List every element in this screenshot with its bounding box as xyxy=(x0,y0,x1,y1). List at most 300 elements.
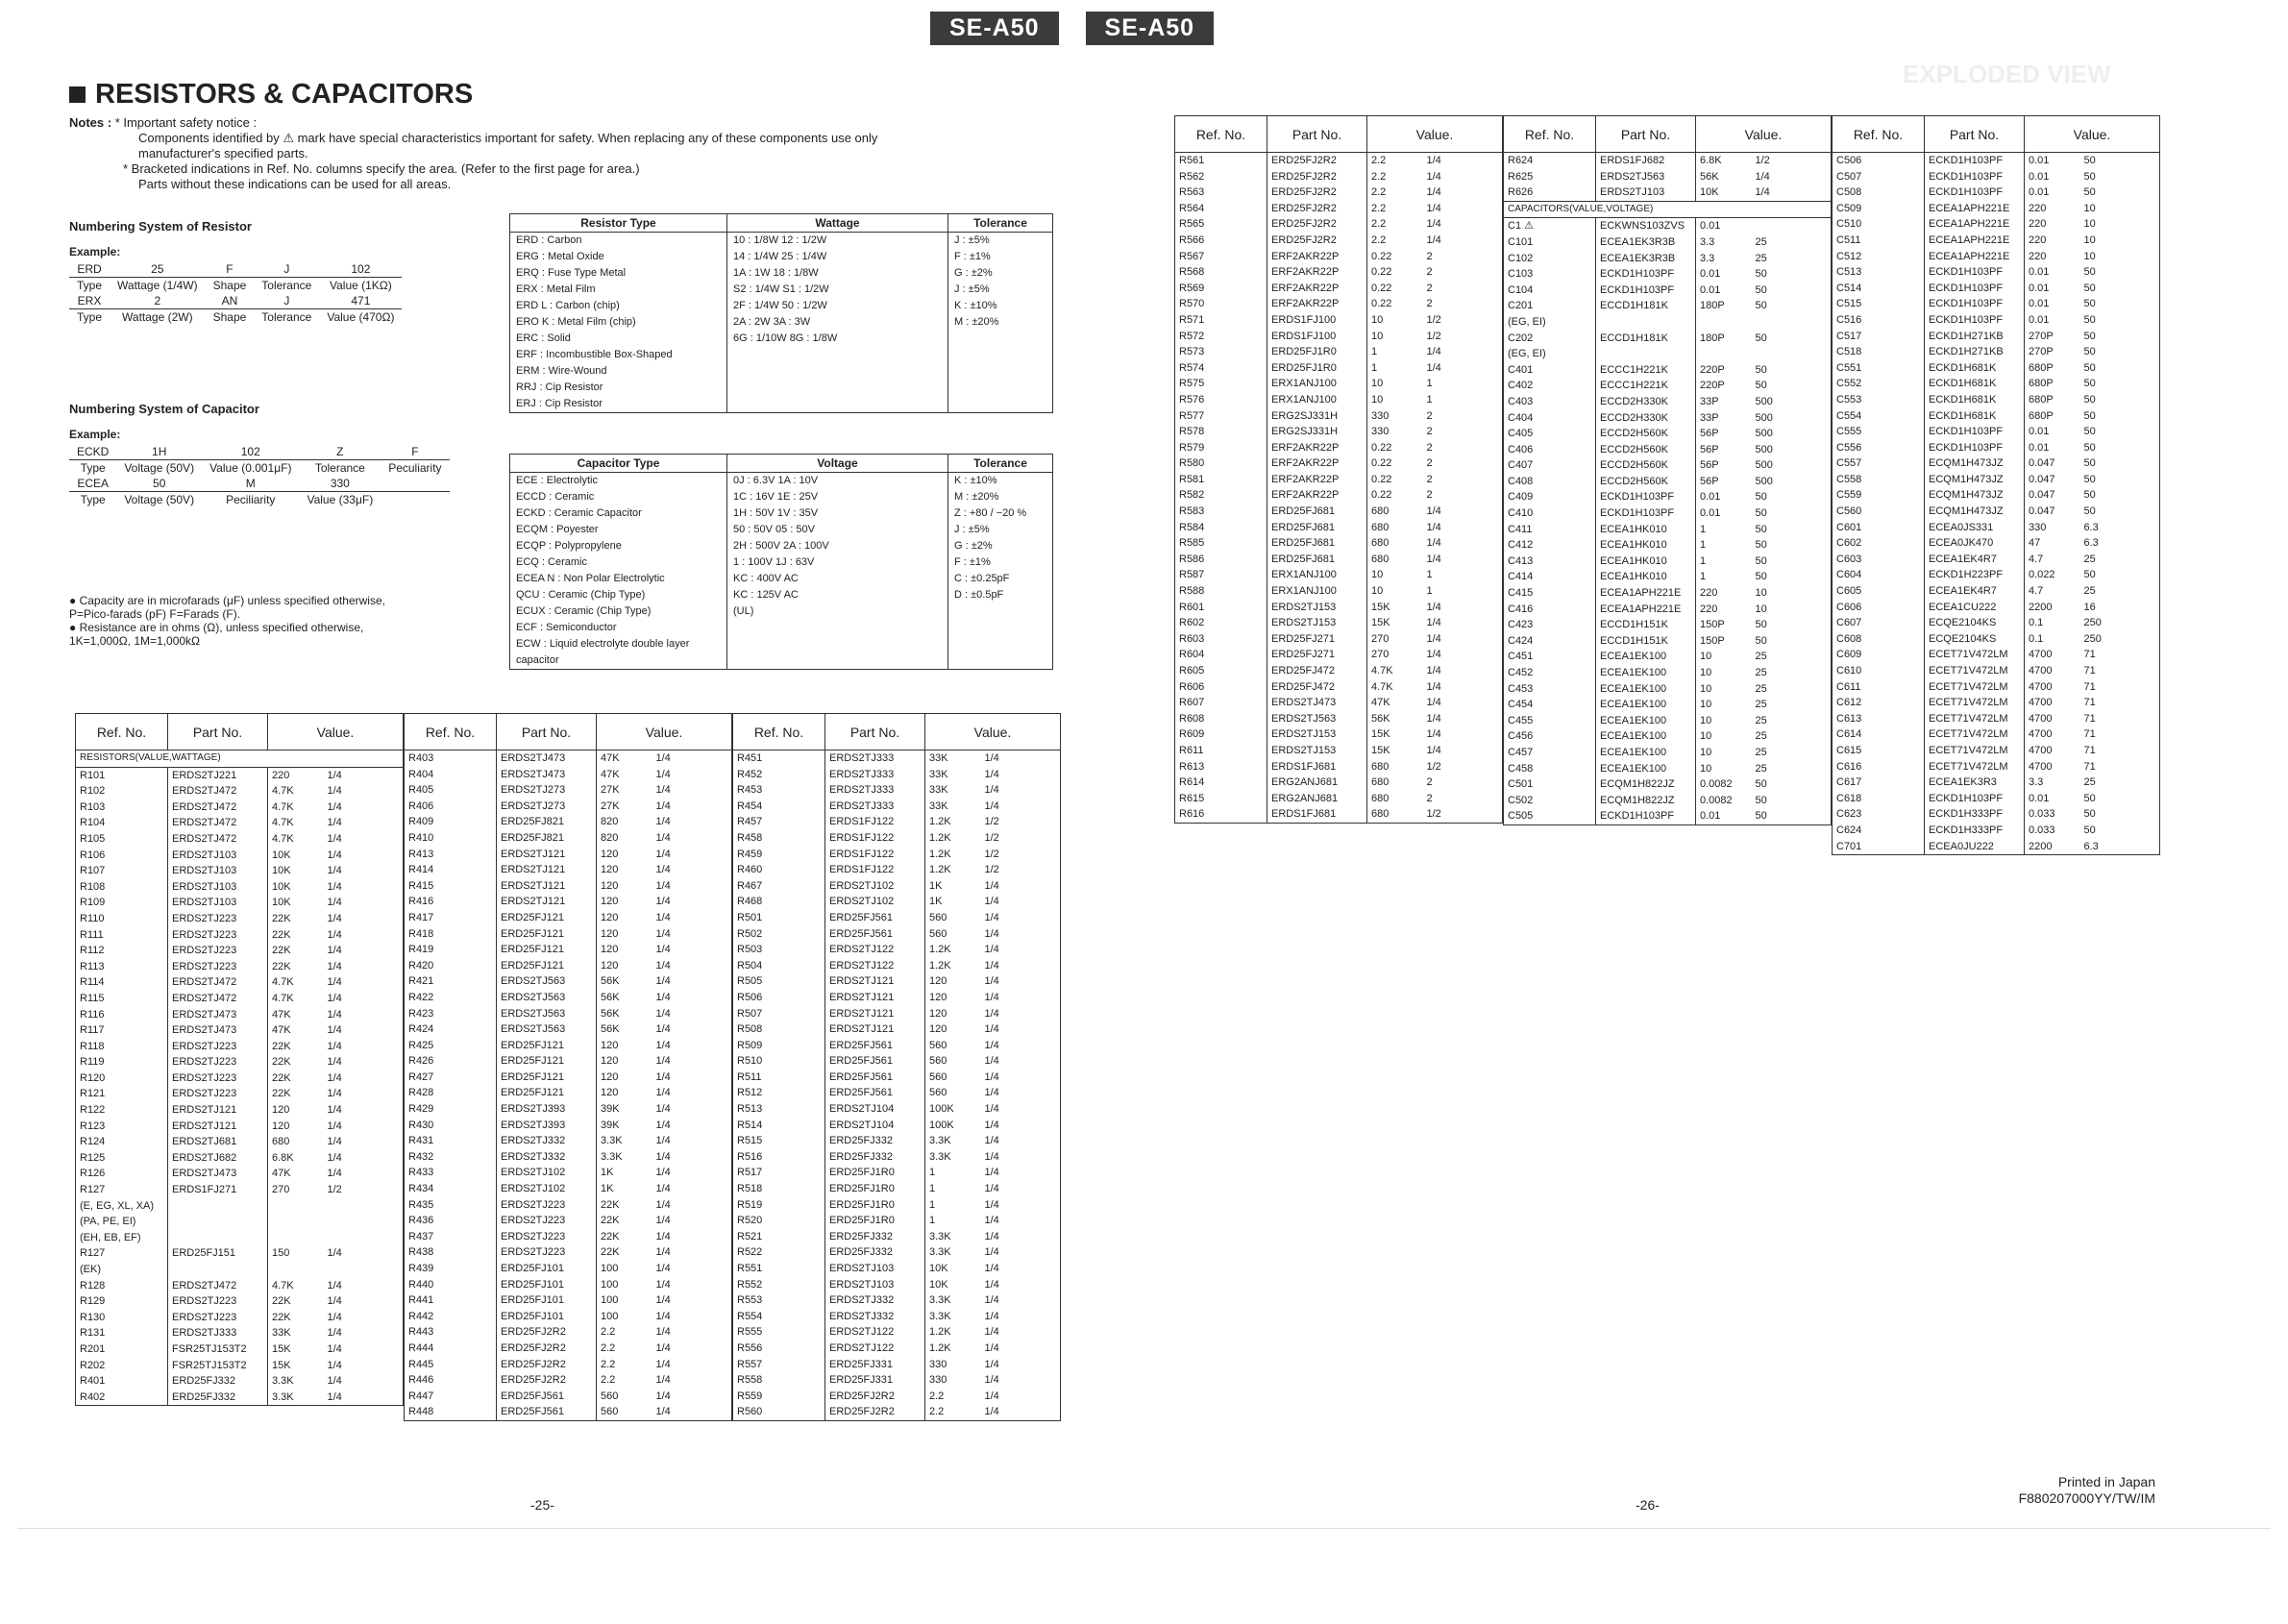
value: 22K xyxy=(268,1054,324,1070)
value: 120 xyxy=(597,910,652,926)
ref-no: C1 ⚠ xyxy=(1504,218,1596,234)
part-no: ERDS2TJ223 xyxy=(168,1039,268,1055)
rating: 1/4 xyxy=(981,1244,1061,1261)
value: 120 xyxy=(925,973,981,990)
rating: 1/4 xyxy=(981,1277,1061,1293)
rating: 50 xyxy=(1752,633,1832,650)
value: 0.033 xyxy=(2025,823,2080,839)
ref-no: R127 xyxy=(76,1182,168,1198)
value: 33K xyxy=(925,750,981,767)
capacitor-example xyxy=(69,444,450,507)
part-no: ERD25FJ101 xyxy=(497,1261,597,1277)
value: 150 xyxy=(268,1245,324,1262)
ref-no: R568 xyxy=(1175,264,1267,281)
part-no: ERDS1FJ271 xyxy=(168,1182,268,1198)
value: 1K xyxy=(925,878,981,895)
rating: 1/4 xyxy=(652,1324,732,1341)
rating: 71 xyxy=(2080,679,2160,696)
section-label: CAPACITORS(VALUE,VOLTAGE) xyxy=(1504,201,1832,218)
ref-no: (E, EG, XL, XA) xyxy=(76,1198,168,1215)
table-row xyxy=(1504,314,1832,331)
code-line: 50 : 50V 05 : 50V xyxy=(733,524,816,535)
value: 0.047 xyxy=(2025,472,2080,488)
table-row xyxy=(76,1390,404,1406)
rating xyxy=(324,1198,404,1215)
table-row xyxy=(1833,600,2160,616)
example-cell: 2 xyxy=(154,294,161,308)
example-cell: 50 xyxy=(153,477,166,490)
value: 2200 xyxy=(2025,839,2080,855)
part-no: ERF2AKR22P xyxy=(1267,440,1367,456)
rating: 50 xyxy=(1752,362,1832,379)
table-row xyxy=(1833,281,2160,297)
part-no: ERDS2TJ473 xyxy=(168,1007,268,1023)
rating: 1/2 xyxy=(1423,759,1503,775)
part-no: ERDS2TJ102 xyxy=(497,1165,597,1181)
ref-no: R580 xyxy=(1175,455,1267,472)
value-header: Value. xyxy=(925,714,1061,750)
ref-no: R516 xyxy=(733,1149,825,1166)
rating: 1/4 xyxy=(1423,360,1503,377)
value: 3.3K xyxy=(925,1244,981,1261)
table-row xyxy=(76,959,404,975)
example-cell: 1H xyxy=(152,445,167,458)
value: 0.01 xyxy=(2025,424,2080,440)
part-no: ERDS2TJ273 xyxy=(497,799,597,815)
value: 680 xyxy=(1367,535,1423,552)
value: 120 xyxy=(597,1085,652,1101)
part-no: ERDS2TJ121 xyxy=(497,847,597,863)
table-row xyxy=(405,1101,732,1118)
rating: 1/2 xyxy=(1752,153,1832,169)
rating: 1/4 xyxy=(652,1341,732,1357)
rating: 50 xyxy=(2080,504,2160,520)
rating: 2 xyxy=(1423,296,1503,312)
value: 220 xyxy=(2025,233,2080,249)
table-row xyxy=(1504,185,1832,201)
rating: 50 xyxy=(2080,472,2160,488)
ref-no: R601 xyxy=(1175,600,1267,616)
part-no: ERD25FJ2R2 xyxy=(1267,201,1367,217)
table-row xyxy=(405,799,732,815)
example-cell: ERX xyxy=(77,294,102,308)
part-no: ERD25FJ2R2 xyxy=(1267,153,1367,169)
table-row xyxy=(1175,424,1503,440)
ref-no: C611 xyxy=(1833,679,1925,696)
code-line: ERD L : Carbon (chip) xyxy=(516,300,620,311)
tolerance-header: Tolerance xyxy=(948,214,1053,233)
table-row xyxy=(76,1293,404,1310)
rating: 50 xyxy=(2080,312,2160,329)
ref-no: R583 xyxy=(1175,504,1267,520)
ref-no: R503 xyxy=(733,942,825,958)
value: 4.7 xyxy=(2025,552,2080,568)
ref-no: C558 xyxy=(1833,472,1925,488)
part-no: ERDS2TJ563 xyxy=(1596,169,1696,185)
table-row xyxy=(1833,201,2160,217)
part-no: ECEA1EK100 xyxy=(1596,728,1696,745)
rating: 1/4 xyxy=(981,1181,1061,1197)
table-row xyxy=(405,1261,732,1277)
part-no: ECCD1H181K xyxy=(1596,298,1696,314)
rating: 25 xyxy=(1752,649,1832,665)
ref-no: (PA, PE, EI) xyxy=(76,1214,168,1230)
ref-no: R416 xyxy=(405,894,497,910)
rating: 1/4 xyxy=(1423,647,1503,663)
value: 3.3K xyxy=(925,1229,981,1245)
ref-no: C512 xyxy=(1833,249,1925,265)
ref-no: R575 xyxy=(1175,376,1267,392)
ref-no: (EK) xyxy=(76,1262,168,1278)
value: 220 xyxy=(1696,602,1752,618)
part-no: ERX1ANJ100 xyxy=(1267,567,1367,583)
part-no-header: Part No. xyxy=(1925,116,2025,153)
table-row xyxy=(1504,169,1832,185)
rating: 1/4 xyxy=(652,1165,732,1181)
ref-no: R502 xyxy=(733,926,825,943)
part-no: ECEA1APH221E xyxy=(1925,201,2025,217)
table-row xyxy=(1504,681,1832,698)
ref-no: R608 xyxy=(1175,711,1267,727)
rating: 1/4 xyxy=(1423,615,1503,631)
value: 22K xyxy=(597,1213,652,1229)
section-label: RESISTORS(VALUE,WATTAGE) xyxy=(76,750,404,768)
parts-table-6 xyxy=(1832,115,2160,855)
part-no: ERDS2TJ121 xyxy=(825,1021,925,1038)
part-no: ERDS2TJ153 xyxy=(1267,726,1367,743)
example-cell: 471 xyxy=(351,294,371,308)
rating: 1/4 xyxy=(652,750,732,767)
rating: 1/4 xyxy=(981,782,1061,799)
rating: 1/4 xyxy=(652,878,732,895)
rating: 1/4 xyxy=(652,910,732,926)
capacitor-numbering-heading: Numbering System of Capacitor xyxy=(69,402,259,416)
table-row xyxy=(1504,665,1832,681)
table-row xyxy=(733,1261,1061,1277)
value: 56P xyxy=(1696,457,1752,474)
ref-no: C409 xyxy=(1504,489,1596,505)
ref-no: R106 xyxy=(76,848,168,864)
part-no: ECQM1H473JZ xyxy=(1925,455,2025,472)
rating: 1/4 xyxy=(981,1292,1061,1309)
table-row xyxy=(1504,728,1832,745)
code-line: D : ±0.5pF xyxy=(954,589,1004,601)
ref-no: R429 xyxy=(405,1101,497,1118)
part-no: ECCD2H560K xyxy=(1596,442,1696,458)
ref-no: C458 xyxy=(1504,761,1596,777)
table-row xyxy=(1833,583,2160,600)
table-row xyxy=(1175,376,1503,392)
ref-no: R576 xyxy=(1175,392,1267,408)
part-no: ERG2ANJ681 xyxy=(1267,791,1367,807)
table-row xyxy=(1504,362,1832,379)
part-no: ERDS2TJ393 xyxy=(497,1101,597,1118)
ref-no: C505 xyxy=(1504,808,1596,824)
table-row xyxy=(405,1181,732,1197)
table-row xyxy=(1504,569,1832,585)
rating: 1/4 xyxy=(1423,631,1503,648)
value: 0.01 xyxy=(2025,296,2080,312)
table-row xyxy=(1504,410,1832,427)
ref-no: R128 xyxy=(76,1278,168,1294)
table-row xyxy=(76,927,404,944)
table-row xyxy=(1175,344,1503,360)
rating: 1/4 xyxy=(981,1213,1061,1229)
table-row xyxy=(1504,745,1832,761)
code-line: F : ±1% xyxy=(954,556,991,568)
ref-no: R434 xyxy=(405,1181,497,1197)
ref-no: C559 xyxy=(1833,487,1925,504)
part-no: ECEA1APH221E xyxy=(1925,249,2025,265)
part-no: ERDS2TJ122 xyxy=(825,958,925,974)
value: 120 xyxy=(925,1021,981,1038)
parts-table-3 xyxy=(732,713,1061,1421)
value: 56P xyxy=(1696,474,1752,490)
notes-line-1: Components identified by ⚠ mark have special characteristics important for safety. When replacing any of these components use only xyxy=(138,131,878,145)
part-no: ERF2AKR22P xyxy=(1267,296,1367,312)
value: 2.2 xyxy=(925,1389,981,1405)
rating: 1 xyxy=(1423,583,1503,600)
ref-no: C608 xyxy=(1833,631,1925,648)
part-no: ECKD1H103PF xyxy=(1925,296,2025,312)
table-row xyxy=(405,814,732,830)
rating: 50 xyxy=(1752,569,1832,585)
cap-tolerance-header: Tolerance xyxy=(948,455,1053,473)
code-line: ERQ : Fuse Type Metal xyxy=(516,267,627,279)
rating: 1/4 xyxy=(324,1070,404,1087)
ref-no: R517 xyxy=(733,1165,825,1181)
table-row xyxy=(405,1404,732,1420)
value: 2.2 xyxy=(597,1324,652,1341)
table-row xyxy=(1175,312,1503,329)
table-row xyxy=(1175,615,1503,631)
rating: 1/4 xyxy=(981,1341,1061,1357)
example-cell: 25 xyxy=(151,262,164,276)
value: 10 xyxy=(1367,583,1423,600)
rating: 50 xyxy=(1752,554,1832,570)
part-no: ERDS2TJ332 xyxy=(825,1292,925,1309)
value: 33P xyxy=(1696,394,1752,410)
part-no: ECQM1H473JZ xyxy=(1925,487,2025,504)
part-no: ERDS2TJ332 xyxy=(825,1309,925,1325)
ref-no: R557 xyxy=(733,1357,825,1373)
ref-no: R578 xyxy=(1175,424,1267,440)
rating: 1/4 xyxy=(324,783,404,800)
part-no: ERD25FJ2R2 xyxy=(1267,169,1367,185)
ref-no: R115 xyxy=(76,991,168,1007)
table-row xyxy=(733,973,1061,990)
table-row xyxy=(1175,408,1503,425)
table-row xyxy=(1504,522,1832,538)
table-row xyxy=(733,1181,1061,1197)
part-no: ERDS2TJ121 xyxy=(497,862,597,878)
table-row xyxy=(1175,329,1503,345)
rating: 1/4 xyxy=(981,878,1061,895)
code-line: ECF : Semiconductor xyxy=(516,622,617,633)
part-no: ECET71V472LM xyxy=(1925,647,2025,663)
part-no: ERD25FJ121 xyxy=(497,1070,597,1086)
ref-no: R405 xyxy=(405,782,497,799)
ref-no: C452 xyxy=(1504,665,1596,681)
part-no: ERD25FJ332 xyxy=(825,1244,925,1261)
value: 22K xyxy=(597,1244,652,1261)
table-row xyxy=(1175,216,1503,233)
ref-no: C610 xyxy=(1833,663,1925,679)
part-no: ERDS2TJ333 xyxy=(825,799,925,815)
notes xyxy=(69,115,1069,192)
table-row xyxy=(76,1262,404,1278)
part-no: ECCD1H151K xyxy=(1596,617,1696,633)
table-row xyxy=(1175,663,1503,679)
table-row xyxy=(1175,520,1503,536)
value: 1K xyxy=(597,1165,652,1181)
ref-no: R626 xyxy=(1504,185,1596,201)
rating: 1/4 xyxy=(652,1053,732,1070)
value: 0.22 xyxy=(1367,455,1423,472)
value: 330 xyxy=(925,1372,981,1389)
value: 10 xyxy=(1367,312,1423,329)
code-line: KC : 125V AC xyxy=(733,589,799,601)
rating: 10 xyxy=(2080,233,2160,249)
value: 22K xyxy=(268,1039,324,1055)
part-no: ERDS2TJ472 xyxy=(168,991,268,1007)
value: 100 xyxy=(597,1261,652,1277)
part-no: ECCD1H181K xyxy=(1596,331,1696,347)
value: 120 xyxy=(597,1070,652,1086)
table-row xyxy=(733,1389,1061,1405)
part-no: ERDS2TJ104 xyxy=(825,1101,925,1118)
value: 6.8K xyxy=(268,1150,324,1167)
ref-no: R513 xyxy=(733,1101,825,1118)
part-no: ERDS2TJ223 xyxy=(168,911,268,927)
part-no: ERD25FJ681 xyxy=(1267,520,1367,536)
value: 47K xyxy=(268,1007,324,1023)
ref-no: C617 xyxy=(1833,775,1925,791)
value: 4.7K xyxy=(268,831,324,848)
table-row xyxy=(1504,442,1832,458)
table-row xyxy=(76,943,404,959)
ref-no: R604 xyxy=(1175,647,1267,663)
rating: 25 xyxy=(1752,713,1832,729)
value: 4700 xyxy=(2025,663,2080,679)
part-no: ECEA1EK100 xyxy=(1596,649,1696,665)
value: 1 xyxy=(925,1181,981,1197)
ref-no: R116 xyxy=(76,1007,168,1023)
value: 4.7K xyxy=(1367,679,1423,696)
resistor-numbering-heading: Numbering System of Resistor xyxy=(69,219,252,234)
code-line: 1C : 16V 1E : 25V xyxy=(733,491,819,503)
part-no: ERDS2TJ121 xyxy=(825,973,925,990)
ref-no: R614 xyxy=(1175,775,1267,791)
ref-no: R443 xyxy=(405,1324,497,1341)
rating: 50 xyxy=(2080,567,2160,583)
code-line: ERM : Wire-Wound xyxy=(516,365,607,377)
part-no xyxy=(168,1230,268,1246)
ref-no: C456 xyxy=(1504,728,1596,745)
rating: 1/4 xyxy=(1423,185,1503,201)
value: 39K xyxy=(597,1118,652,1134)
value: 22K xyxy=(268,1293,324,1310)
table-row xyxy=(733,1133,1061,1149)
value xyxy=(268,1262,324,1278)
rating: 1/4 xyxy=(652,1277,732,1293)
value: 220 xyxy=(2025,201,2080,217)
part-no: ERX1ANJ100 xyxy=(1267,376,1367,392)
code-line: 10 : 1/8W 12 : 1/2W xyxy=(733,234,827,246)
example-cell: Value (470Ω) xyxy=(327,310,395,324)
voltage-header: Voltage xyxy=(727,455,948,473)
part-no-header: Part No. xyxy=(168,714,268,750)
part-no: ERD25FJ821 xyxy=(497,830,597,847)
part-no: ECKD1H103PF xyxy=(1596,266,1696,283)
table-row xyxy=(1175,726,1503,743)
value: 56K xyxy=(1367,711,1423,727)
rating: 1/4 xyxy=(981,958,1061,974)
table-row xyxy=(405,990,732,1006)
code-line: 1A : 1W 18 : 1/8W xyxy=(733,267,819,279)
ref-no: R509 xyxy=(733,1038,825,1054)
code-line: F : ±1% xyxy=(954,251,991,262)
table-row xyxy=(405,767,732,783)
ref-no: C602 xyxy=(1833,535,1925,552)
rating: 1/4 xyxy=(652,1101,732,1118)
part-no: ERDS2TJ102 xyxy=(497,1181,597,1197)
rating: 1/4 xyxy=(652,1118,732,1134)
ref-no: C557 xyxy=(1833,455,1925,472)
rating: 1/4 xyxy=(324,879,404,896)
part-no: ERDS1FJ682 xyxy=(1596,153,1696,169)
value: 10 xyxy=(1696,728,1752,745)
rating: 25 xyxy=(1752,251,1832,267)
table-row xyxy=(405,847,732,863)
rating: 1/4 xyxy=(652,862,732,878)
value: 0.01 xyxy=(2025,281,2080,297)
table-row xyxy=(1833,647,2160,663)
part-no: ECEA0JS331 xyxy=(1925,520,2025,536)
code-line: ECKD : Ceramic Capacitor xyxy=(516,507,642,519)
rating: 1/4 xyxy=(324,1150,404,1167)
rating: 50 xyxy=(2080,329,2160,345)
part-no: ECCD2H560K xyxy=(1596,426,1696,442)
value: 2200 xyxy=(2025,600,2080,616)
part-no: ERDS2TJ472 xyxy=(168,783,268,800)
code-line: ERG : Metal Oxide xyxy=(516,251,604,262)
code-line: G : ±2% xyxy=(954,267,993,279)
rating: 50 xyxy=(2080,455,2160,472)
part-no: ERD25FJ2R2 xyxy=(1267,216,1367,233)
table-row xyxy=(405,942,732,958)
printed-info xyxy=(2019,1474,2155,1507)
table-row xyxy=(405,1244,732,1261)
ref-no: R420 xyxy=(405,958,497,974)
rating: 1/4 xyxy=(324,991,404,1007)
rating: 1/4 xyxy=(324,1022,404,1039)
part-no: ERDS2TJ473 xyxy=(497,750,597,767)
part-no: ERDS2TJ103 xyxy=(168,879,268,896)
part-no: ECEA1APH221E xyxy=(1925,216,2025,233)
ref-no: C517 xyxy=(1833,329,1925,345)
table-row xyxy=(733,862,1061,878)
part-no-header: Part No. xyxy=(825,714,925,750)
value: 2.2 xyxy=(1367,153,1423,169)
ref-no: C609 xyxy=(1833,647,1925,663)
example-cell xyxy=(381,476,449,492)
value: 10K xyxy=(925,1277,981,1293)
rating: 1/4 xyxy=(652,814,732,830)
part-no: ECQM1H473JZ xyxy=(1925,472,2025,488)
part-no: ERDS2TJ472 xyxy=(168,815,268,831)
table-row xyxy=(1175,296,1503,312)
